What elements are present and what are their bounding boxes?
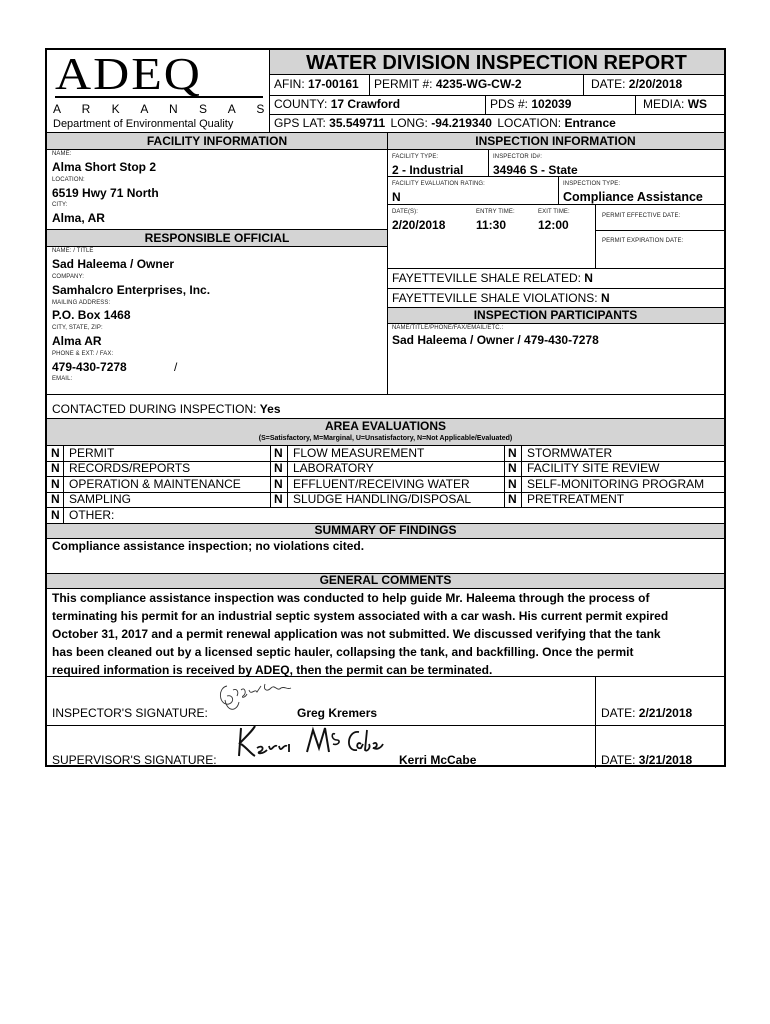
contacted-field [52, 402, 281, 417]
inspector-signature-label: INSPECTOR'S SIGNATURE: [52, 706, 208, 720]
area-code-sludge: N [274, 492, 283, 506]
inspector-name: Greg Kremers [297, 706, 378, 720]
inspection-type: Compliance Assistance [563, 190, 703, 204]
facility-name-label: NAME: [52, 151, 72, 157]
gps-field [274, 116, 616, 131]
company: Samhalcro Enterprises, Inc. [52, 283, 211, 297]
media-value: WS [687, 97, 708, 111]
gps-lat-label: GPS LAT: [274, 116, 326, 130]
city-state-zip-label: CITY, STATE, ZIP: [52, 325, 103, 331]
area-label-sludge: SLUDGE HANDLING/DISPOSAL [293, 492, 472, 506]
inspector-signature [215, 676, 295, 712]
area-label-self-monitoring: SELF-MONITORING PROGRAM [527, 477, 705, 491]
eval-rating-label: FACILITY EVALUATION RATING: [392, 181, 485, 187]
mailing-label: MAILING ADDRESS: [52, 300, 111, 306]
supervisor-date: 3/21/2018 [638, 753, 693, 767]
area-label-site-review: FACILITY SITE REVIEW [527, 461, 660, 475]
summary-heading: SUMMARY OF FINDINGS [314, 523, 457, 537]
area-code-stormwater: N [508, 446, 517, 460]
pds-field [490, 97, 571, 112]
area-code-sampling: N [51, 492, 60, 506]
long-label: LONG: [390, 116, 428, 130]
comments-body [52, 589, 722, 679]
facility-type: 2 - Industrial [392, 163, 464, 177]
logo-text: ADEQ [55, 47, 202, 99]
exit-time-label: EXIT TIME: [538, 209, 570, 215]
inspector-id: 34946 S - State [493, 163, 578, 177]
logo-arkansas: A R K A N S A S [53, 102, 274, 116]
supervisor-date-label: DATE: [601, 753, 636, 767]
comment-line: This compliance assistance inspection was conducted to help guide Mr. Haleema through the process of [52, 591, 650, 605]
supervisor-signature [233, 722, 403, 762]
area-legend: (S=Satisfactory, M=Marginal, U=Unsatisfactory, N=Not Applicable/Evaluated) [258, 435, 513, 442]
date-field [591, 77, 682, 92]
comment-line: terminating his permit for an industrial septic system associated with a car wash. His current permit expired [52, 609, 669, 623]
logo-underline [55, 96, 263, 98]
area-code-other: N [51, 508, 60, 522]
facility-info-heading: FACILITY INFORMATION [146, 134, 288, 148]
area-code-pretreatment: N [508, 492, 517, 506]
entry-time: 11:30 [476, 218, 507, 232]
location-value: Entrance [564, 116, 616, 130]
participants-heading: INSPECTION PARTICIPANTS [473, 308, 638, 322]
county-value: 17 Crawford [330, 97, 401, 111]
contacted-value: Yes [259, 402, 281, 416]
area-label-other: OTHER: [69, 508, 115, 522]
permit-value: 4235-WG-CW-2 [435, 77, 522, 91]
inspector-date-field [601, 706, 692, 721]
location-label: LOCATION: [497, 116, 562, 130]
area-code-laboratory: N [274, 461, 283, 475]
area-code-records: N [51, 461, 60, 475]
date-label: DATE: [591, 77, 626, 91]
area-label-sampling: SAMPLING [69, 492, 132, 506]
permit-label: PERMIT #: [374, 77, 433, 91]
inspector-date: 2/21/2018 [638, 706, 693, 720]
area-code-operation: N [51, 477, 60, 491]
area-label-permit: PERMIT [69, 446, 115, 460]
inspection-type-label: INSPECTION TYPE: [563, 181, 621, 187]
facility-type-label: FACILITY TYPE: [392, 154, 439, 160]
shale-related-label: FAYETTEVILLE SHALE RELATED: [392, 271, 581, 285]
summary-text: Compliance assistance inspection; no violations cited. [52, 539, 365, 553]
inspection-info-heading: INSPECTION INFORMATION [475, 134, 636, 148]
facility-location-label: LOCATION: [52, 177, 85, 183]
company-label: COMPANY: [52, 274, 85, 280]
pds-label: PDS #: [490, 97, 529, 111]
exit-time: 12:00 [538, 218, 569, 232]
afin-label: AFIN: [274, 77, 305, 91]
area-label-records: RECORDS/REPORTS [69, 461, 191, 475]
inspection-report-form [45, 48, 726, 767]
area-label-laboratory: LABORATORY [293, 461, 374, 475]
mailing-address: P.O. Box 1468 [52, 308, 131, 322]
facility-name: Alma Short Stop 2 [52, 160, 157, 174]
shale-related-value: N [584, 271, 593, 285]
inspector-id-label: INSPECTOR ID#: [493, 154, 542, 160]
supervisor-date-field [601, 753, 692, 768]
permit-expiration-date-label: PERMIT EXPIRATION DATE: [602, 238, 684, 244]
comment-line: has been cleaned out by a licensed septic hauler, collapsing the tank, and backfilling. Once the permit [52, 645, 634, 659]
phone: 479-430-7278 [52, 360, 127, 374]
entry-time-label: ENTRY TIME: [476, 209, 515, 215]
comment-line: required information is received by ADEQ, then the permit can be terminated. [52, 663, 493, 677]
comment-line: October 31, 2017 and a permit renewal application was not submitted. We discussed verifying that the tank [52, 627, 661, 641]
shale-violations-field [392, 291, 610, 306]
area-code-self-monitoring: N [508, 477, 517, 491]
county-field [274, 97, 400, 112]
dates: 2/20/2018 [392, 218, 446, 232]
comments-heading: GENERAL COMMENTS [319, 573, 452, 587]
afin-field [274, 77, 359, 92]
area-evaluations-heading: AREA EVALUATIONS [324, 419, 447, 433]
permit-effective-date-label: PERMIT EFFECTIVE DATE: [602, 213, 681, 219]
afin-value: 17-00161 [308, 77, 359, 91]
contacted-label: CONTACTED DURING INSPECTION: [52, 402, 257, 416]
official-name-label: NAME: / TITLE [52, 248, 94, 254]
area-label-pretreatment: PRETREATMENT [527, 492, 625, 506]
participants-label: NAME/TITLE/PHONE/FAX/EMAIL/ETC.: [392, 325, 504, 331]
area-code-flow: N [274, 446, 283, 460]
area-code-permit: N [51, 446, 60, 460]
supervisor-signature-line [231, 765, 399, 766]
county-label: COUNTY: [274, 97, 328, 111]
long-value: -94.219340 [431, 116, 492, 130]
adeq-logo [55, 47, 267, 99]
gps-lat-value: 35.549711 [329, 116, 386, 130]
area-label-effluent: EFFLUENT/RECEIVING WATER [293, 477, 470, 491]
email-label: EMAIL: [52, 376, 73, 382]
logo-department: Department of Environmental Quality [53, 118, 234, 130]
facility-location: 6519 Hwy 71 North [52, 186, 159, 200]
area-label-stormwater: STORMWATER [527, 446, 613, 460]
responsible-official-heading: RESPONSIBLE OFFICIAL [144, 231, 290, 245]
permit-field [374, 77, 522, 92]
supervisor-signature-label: SUPERVISOR'S SIGNATURE: [52, 753, 217, 767]
facility-city-label: CITY: [52, 202, 68, 208]
supervisor-name: Kerri McCabe [399, 753, 477, 767]
pds-value: 102039 [531, 97, 572, 111]
area-code-site-review: N [508, 461, 517, 475]
media-field [643, 97, 707, 112]
official-name: Sad Haleema / Owner [52, 257, 175, 271]
dates-label: DATE(S): [392, 209, 419, 215]
eval-rating: N [392, 190, 401, 204]
report-title: WATER DIVISION INSPECTION REPORT [306, 52, 687, 74]
phone-fax-separator: / [174, 360, 178, 374]
shale-related-field [392, 271, 593, 286]
area-code-effluent: N [274, 477, 283, 491]
city-state-zip: Alma AR [52, 334, 102, 348]
facility-city: Alma, AR [52, 211, 105, 225]
shale-violations-label: FAYETTEVILLE SHALE VIOLATIONS: [392, 291, 598, 305]
media-label: MEDIA: [643, 97, 685, 111]
inspector-date-label: DATE: [601, 706, 636, 720]
phone-label: PHONE & EXT: / FAX: [52, 351, 114, 357]
participants-value: Sad Haleema / Owner / 479-430-7278 [392, 333, 599, 347]
date-value: 2/20/2018 [628, 77, 683, 91]
area-label-flow: FLOW MEASUREMENT [293, 446, 425, 460]
area-label-operation: OPERATION & MAINTENANCE [69, 477, 241, 491]
shale-violations-value: N [600, 291, 610, 305]
